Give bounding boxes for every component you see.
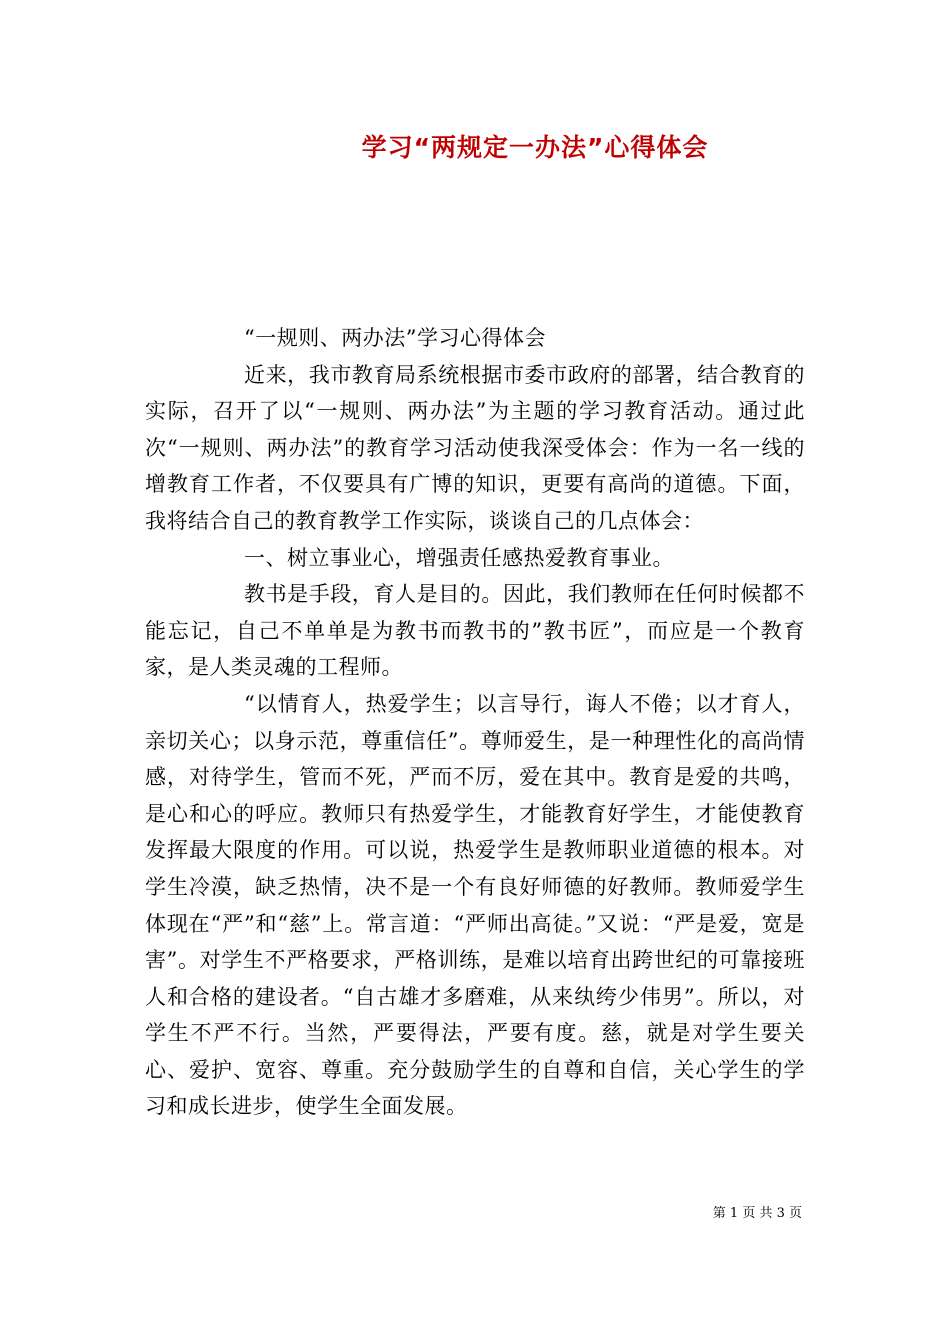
page-title: 学习“两规定一办法”心得体会 <box>361 133 709 162</box>
document-body <box>145 320 805 1125</box>
paragraph-love-students: “以情育人，热爱学生；以言导行，诲人不倦；以才育人，亲切关心；以身示范，尊重信任”。尊师爱生，是一种理性化的高尚情感，对待学生，管而不死，严而不厉，爱在其中。教育是爱的共鸣，是心和心的呼应。教师只有热爱学生，才能教育好学生，才能使教育发挥最大限度的作用。可以说，热爱学生是教师职业道德的根本。对学生冷漠，缺乏热情，决不是一个有良好师德的好教师。教师爱学生体现在“严”和“慈”上。常言道：“严师出高徒。”又说：“严是爱，宽是害”。对学生不严格要求，严格训练，是难以培育出跨世纪的可靠接班人和合格的建设者。“自古雄才多磨难，从来纨绔少伟男”。所以，对学生不严不行。当然，严要得法，严要有度。慈，就是对学生要关心、爱护、宽容、尊重。充分鼓励学生的自尊和自信，关心学生的学习和成长进步，使学生全面发展。 <box>145 691 805 1119</box>
page-number-footer: 第 1 页 共 3 页 <box>712 1206 802 1221</box>
paragraph-intro: 近来，我市教育局系统根据市委市政府的部署，结合教育的实际，召开了以“一规则、两办法”为主题的学习教育活动。通过此次“一规则、两办法”的教育学习活动使我深受体会：作为一名一线的增教育工作者，不仅要具有广博的知识，更要有高尚的道德。下面，我将结合自己的教育教学工作实际，谈谈自己的几点体会： <box>145 362 805 533</box>
paragraph-heading-one: 一、树立事业心，增强责任感热爱教育事业。 <box>244 545 674 570</box>
paragraph-subtitle: “一规则、两办法”学习心得体会 <box>244 326 546 350</box>
paragraph-teaching: 教书是手段，育人是目的。因此，我们教师在任何时候都不能忘记，自己不单单是为教书而教书的”教书匠”，而应是一个教育家，是人类灵魂的工程师。 <box>145 582 805 680</box>
